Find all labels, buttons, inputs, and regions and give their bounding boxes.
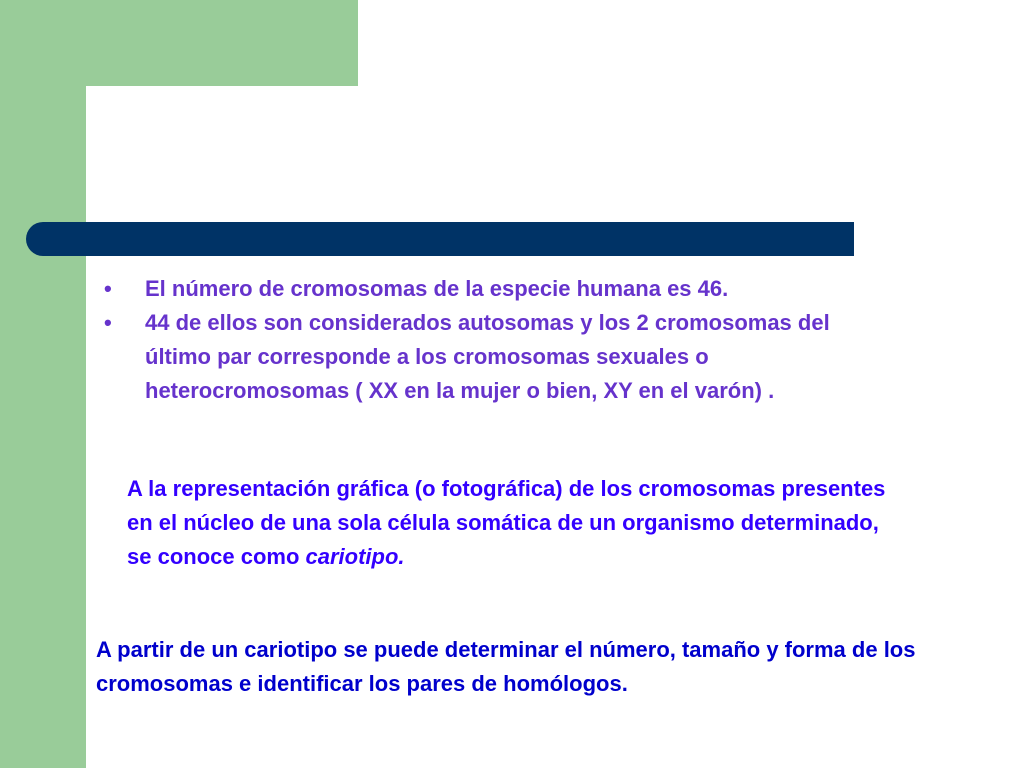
bullet-item [100, 272, 900, 306]
green-top-band [0, 0, 358, 86]
karyotype-definition [127, 472, 907, 574]
title-bar [26, 222, 854, 256]
bullet-list [100, 272, 900, 408]
bullet-text: 44 de ellos son considerados autosomas y los 2 cromosomas del último par corresponde a los cromosomas sexuales o heterocromosomas ( XX en la mujer o bien, XY en el varón) . [145, 310, 830, 403]
karyotype-usage: A partir de un cariotipo se puede determinar el número, tamaño y forma de los cromosomas e identificar los pares de homólogos. [96, 637, 916, 696]
definition-term: cariotipo. [305, 544, 405, 569]
definition-text: A la representación gráfica (o fotográfica) de los cromosomas presentes en el núcleo de una sola célula somática de un organismo determinado, se conoce como [127, 476, 886, 569]
content-area-corner [86, 86, 206, 206]
bullet-icon: • [104, 310, 112, 335]
green-side-band [0, 0, 86, 768]
bullet-item [100, 306, 900, 408]
bullet-icon: • [104, 276, 112, 301]
bullet-text: El número de cromosomas de la especie humana es 46. [145, 276, 729, 301]
